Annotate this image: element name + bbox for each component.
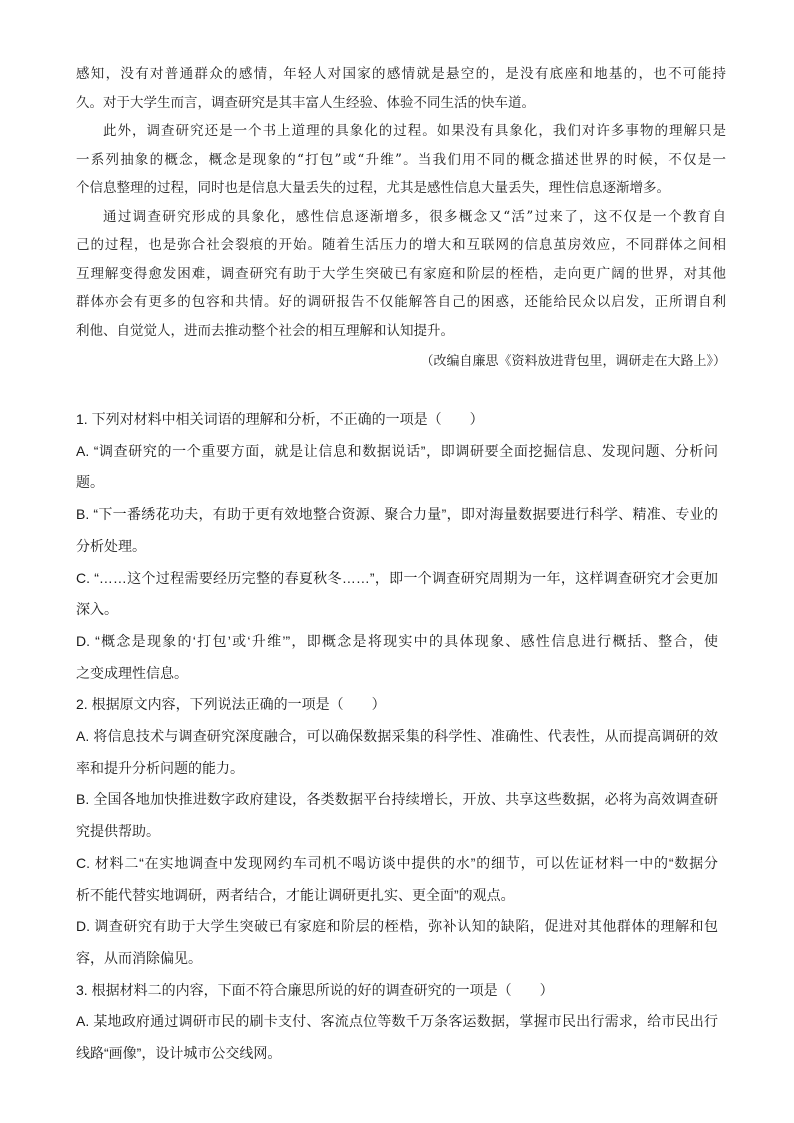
option-line: D. “概念是现象的‘打包’或‘升维’”，即概念是将现实中的具体现象、感性信息进行概括、整合，使: [76, 632, 718, 649]
option-line: 线路“画像”，设计城市公交线网。: [76, 1045, 282, 1062]
option-line: 究提供帮助。: [76, 823, 160, 840]
option-line: D. 调查研究有助于大学生突破已有家庭和阶层的桎梏，弥补认知的缺陷，促进对其他群体的理解和包: [76, 918, 718, 935]
option-line: 率和提升分析问题的能力。: [76, 759, 244, 776]
passage-line: 互理解变得愈发困难，调查研究有助于大学生突破已有家庭和阶层的桎梏，走向更广阔的世界，对其他: [76, 265, 726, 282]
option-line: B. 全国各地加快推进数字政府建设，各类数据平台持续增长，开放、共享这些数据，必将为高效调查研: [76, 791, 718, 808]
question-stem: 3. 根据材料二的内容，下面不符合廉思所说的好的调查研究的一项是（ ）: [76, 981, 554, 998]
passage-line: 一系列抽象的概念，概念是现象的“打包”或“升维”。当我们用不同的概念描述世界的时候，不仅是一: [76, 151, 726, 168]
question-list: [76, 404, 718, 1070]
option-line: 分析处理。: [76, 537, 146, 554]
option-line: 题。: [76, 474, 104, 491]
passage-line: 通过调查研究形成的具象化，感性信息逐渐增多，很多概念又“活”过来了，这不仅是一个教育自: [103, 208, 726, 225]
option-line: 深入。: [76, 601, 118, 618]
reading-passage: [76, 60, 726, 377]
option-line: B. “下一番绣花功夫，有助于更有效地整合资源、聚合力量”，即对海量数据要进行科学、精准、专业的: [76, 506, 718, 523]
passage-line: 久。对于大学生而言，调查研究是其丰富人生经验、体验不同生活的快车道。: [76, 94, 535, 111]
option-line: C. 材料二“在实地调查中发现网约车司机不喝访谈中提供的水”的细节，可以佐证材料一中的“数据分: [76, 854, 718, 871]
option-line: C. “……这个过程需要经历完整的春夏秋冬……”，即一个调查研究周期为一年，这样调查研究才会更加: [76, 569, 718, 586]
option-line: 容，从而消除偏见。: [76, 949, 202, 966]
option-line: A. 将信息技术与调查研究深度融合，可以确保数据采集的科学性、准确性、代表性，从而提高调研的效: [76, 728, 718, 745]
passage-source: （改编自廉思《资料放进背包里，调研走在大路上》）: [420, 354, 726, 369]
option-line: A. “调查研究的一个重要方面，就是让信息和数据说话”，即调研要全面挖掘信息、发现问题、分析问: [76, 442, 718, 459]
passage-line: 己的过程，也是弥合社会裂痕的开始。随着生活压力的增大和互联网的信息茧房效应，不同群体之间相: [76, 237, 726, 253]
option-line: 之变成理性信息。: [76, 664, 188, 681]
passage-line: 群体亦会有更多的包容和共情。好的调研报告不仅能解答自己的困惑，还能给民众以启发，正所谓自利: [76, 294, 726, 310]
option-line: 析不能代替实地调研，两者结合，才能让调研更扎实、更全面”的观点。: [76, 886, 515, 903]
passage-line: 个信息整理的过程，同时也是信息大量丢失的过程，尤其是感性信息大量丢失，理性信息逐渐增多。: [76, 180, 670, 196]
question-stem: 2. 根据原文内容，下列说法正确的一项是（ ）: [76, 696, 386, 713]
passage-line: 感知，没有对普通群众的感情，年轻人对国家的感情就是悬空的，是没有底座和地基的，也不可能持: [76, 66, 726, 82]
option-line: A. 某地政府通过调研市民的刷卡支付、客流点位等数千万条客运数据，掌握市民出行需求，给市民出行: [76, 1013, 718, 1030]
question-stem: 1. 下列对材料中相关词语的理解和分析，不正确的一项是（ ）: [76, 411, 484, 427]
passage-line: 利他、自觉觉人，进而去推动整个社会的相互理解和认知提升。: [76, 322, 454, 339]
passage-line: 此外，调查研究还是一个书上道理的具象化的过程。如果没有具象化，我们对许多事物的理解只是: [103, 123, 726, 139]
